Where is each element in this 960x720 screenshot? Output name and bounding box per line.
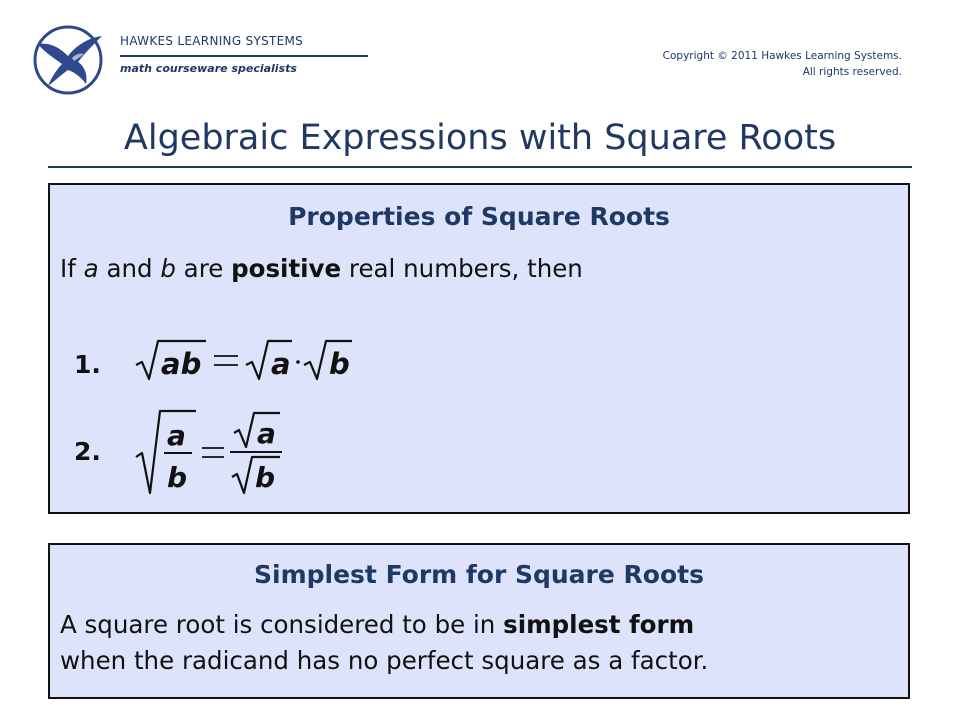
brand-name: HAWKES LEARNING SYSTEMS [120, 34, 304, 48]
property-number: 1. [74, 350, 101, 379]
simplest-form-heading: Simplest Form for Square Roots [254, 560, 704, 589]
svg-text:a: a [257, 417, 276, 450]
intro-text: real numbers, then [341, 254, 583, 283]
page-title: Algebraic Expressions with Square Roots [123, 118, 837, 158]
svg-text:a: a [167, 419, 186, 452]
property-number: 2. [74, 437, 101, 466]
simplest-form-definition [60, 607, 708, 679]
quotient-rule-formula [134, 407, 304, 497]
intro-text: If [60, 254, 84, 283]
simplest-form-box [48, 543, 910, 699]
title-divider [48, 166, 912, 168]
definition-text: A square root is considered to be in [60, 610, 504, 639]
svg-text:b: b [167, 461, 188, 494]
svg-text:ab: ab [161, 347, 202, 381]
definition-emphasis: simplest form [503, 610, 695, 639]
intro-text: and [98, 254, 161, 283]
svg-text:b: b [255, 461, 276, 494]
eagle-icon [32, 24, 108, 96]
copyright-notice [663, 48, 902, 80]
definition-line [60, 607, 708, 643]
variable-a: a [83, 254, 99, 283]
variable-b: b [160, 254, 176, 283]
intro-emphasis: positive [231, 254, 342, 283]
definition-line: when the radicand has no perfect square as a factor. [60, 646, 709, 675]
svg-text:a: a [271, 347, 291, 381]
brand-tagline: math courseware specialists [120, 62, 297, 75]
brand-divider [120, 55, 368, 57]
intro-text: are [175, 254, 232, 283]
properties-heading: Properties of Square Roots [288, 202, 670, 231]
properties-intro [60, 251, 583, 287]
product-rule-formula [134, 335, 364, 385]
svg-text:b: b [329, 347, 350, 381]
copyright-line: Copyright © 2011 Hawkes Learning Systems. [662, 50, 902, 62]
copyright-line: All rights reserved. [802, 66, 902, 78]
properties-box [48, 183, 910, 514]
